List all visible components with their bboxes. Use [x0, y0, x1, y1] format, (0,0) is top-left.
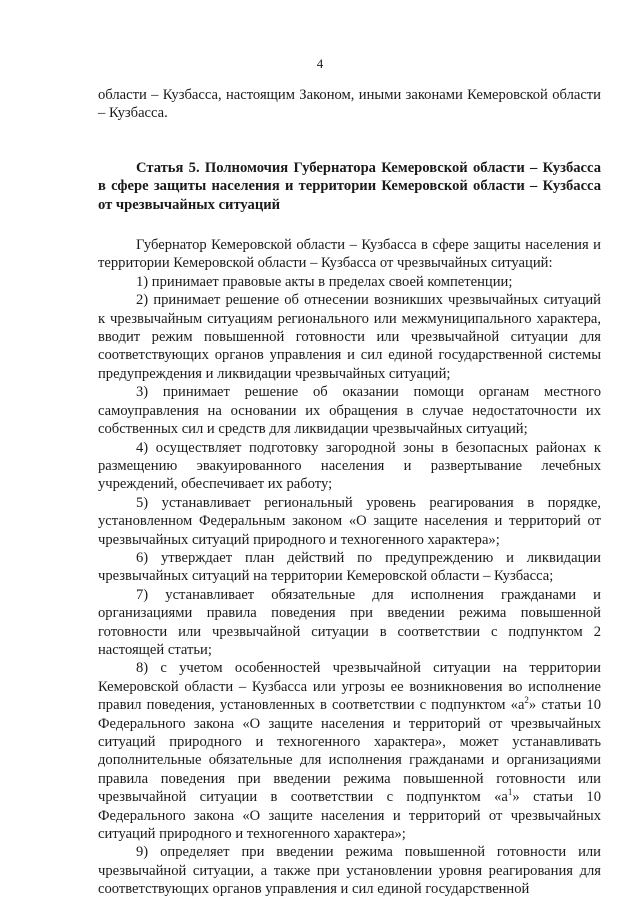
list-item-3: 3) принимает решение об оказании помощи органам местного самоуправления на основании их обращения в случае недостаточности их собственных сил и средств для ликвидации чрезвычайных ситуаций;: [98, 384, 601, 438]
list-item-2: 2) принимает решение об отнесении возникших чрезвычайных ситуаций к чрезвычайным ситуациям регионального или межмуниципального характера, вводит режим повышенной готовности или чрезвычайной ситуации для соответствующих органов управления и сил единой государственной системы предупреждения и ликвидации чрезвычайных ситуаций;: [98, 292, 601, 382]
list-item-5: 5) устанавливает региональный уровень реагирования в порядке, установленном Федеральным законом «О защите населения и территорий от чрезвычайных ситуаций природного и техногенного характера»;: [98, 494, 601, 548]
page-number: 4: [316, 56, 324, 71]
list-item-6: 6) утверждает план действий по предупреждению и ликвидации чрезвычайных ситуаций на территории Кемеровской области – Кузбасса;: [98, 549, 601, 585]
list-item-8: [98, 659, 601, 843]
superscript-1: 1: [507, 787, 513, 798]
document-body: [98, 86, 601, 899]
list-item-8-part1: 8) с учетом особенностей чрезвычайной ситуации на территории Кемеровской области – Кузбасса или угрозы ее возникновения во исполнение правил поведения, установленных в соответствии с подпунктом «а: [98, 660, 601, 714]
list-item-8-part3: » статьи 10 Федерального закона «О защите населения и территорий от чрезвычайных ситуаций природного и техногенного характера»;: [98, 789, 601, 843]
article-title: Статья 5. Полномочия Губернатора Кемеровской области – Кузбасса в сфере защиты населения и территории Кемеровской области – Кузбасса от чрезвычайных ситуаций: [98, 159, 601, 213]
intro-continuation: области – Кузбасса, настоящим Законом, иными законами Кемеровской области – Кузбасса.: [98, 87, 601, 122]
article-lead: Губернатор Кемеровской области – Кузбасса в сфере защиты населения и территории Кемеровской области – Кузбасса от чрезвычайных ситуаций:: [98, 237, 601, 272]
superscript-2: 2: [524, 695, 529, 706]
list-item-1: 1) принимает правовые акты в пределах своей компетенции;: [136, 273, 513, 290]
list-item-7: 7) устанавливает обязательные для исполнения гражданами и организациями правила поведения при введении режима повышенной готовности или чрезвычайной ситуации в соответствии с подпунктом 2 настоящей статьи;: [98, 586, 601, 658]
list-item-9: 9) определяет при введении режима повышенной готовности или чрезвычайной ситуации, а также при установлении уровня реагирования для соответствующих органов управления и сил единой государственной: [98, 844, 601, 898]
list-item-8-part2: » статьи 10 Федерального закона «О защите населения и территорий от чрезвычайных ситуаций природного и техногенного характера», может устанавливать дополнительные обязательные для исполнения гражданами и организациями правила поведения при введении режима повышенной готовности или чрезвычайной ситуации в соответствии с подпунктом «а: [98, 697, 601, 806]
list-item-4: 4) осуществляет подготовку загородной зоны в безопасных районах к размещению эвакуированного населения и развертывание лечебных учреждений, обеспечивает их работу;: [98, 439, 601, 493]
